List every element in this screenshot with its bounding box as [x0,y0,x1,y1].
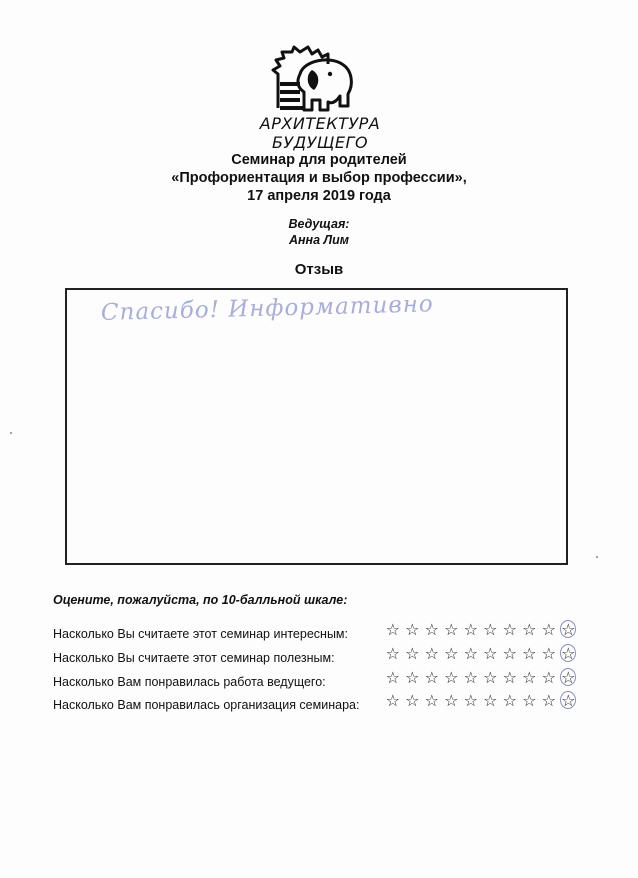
star-outline-icon[interactable]: ☆ [424,691,439,710]
star-outline-icon[interactable]: ☆ [444,620,459,639]
star-outline-icon[interactable]: ☆ [424,620,439,639]
star-outline-icon[interactable]: ☆ [522,691,537,710]
star-outline-icon[interactable]: ☆ [483,668,498,687]
star-outline-icon[interactable]: ☆ [385,644,400,663]
review-heading: Отзыв [294,261,344,278]
star-outline-icon[interactable]: ☆ [463,668,478,687]
company-logo [220,44,420,152]
star-outline-icon[interactable]: ☆ [385,691,400,710]
star-outline-icon[interactable]: ☆ [559,645,579,663]
rating-instructions: Оцените, пожалуйста, по 10-балльной шкале: [53,593,348,607]
handwritten-review: Спасибо! Информативно [100,291,435,326]
host-name: Анна Лим [288,233,350,247]
star-rating-interesting[interactable] [383,621,578,639]
star-rating-organization[interactable] [383,692,578,710]
question-host-work: Насколько Вам понравилась работа ведущего: [53,675,326,689]
scan-speck [596,556,598,558]
star-outline-icon[interactable]: ☆ [385,668,400,687]
star-outline-icon[interactable]: ☆ [502,644,517,663]
star-outline-icon[interactable]: ☆ [385,620,400,639]
star-outline-icon[interactable]: ☆ [559,621,579,639]
star-outline-icon[interactable]: ☆ [463,691,478,710]
star-outline-icon[interactable]: ☆ [483,620,498,639]
seminar-topic: «Профориентация и выбор профессии», [171,170,467,186]
star-outline-icon[interactable]: ☆ [541,691,556,710]
question-organization: Насколько Вам понравилась организация семинара: [53,698,360,712]
host-label: Ведущая: [288,217,350,231]
star-outline-icon[interactable]: ☆ [559,692,579,710]
star-outline-icon[interactable]: ☆ [463,644,478,663]
logo-wordmark: АРХИТЕКТУРА БУДУЩЕГО [259,114,381,152]
star-outline-icon[interactable]: ☆ [502,668,517,687]
star-outline-icon[interactable]: ☆ [444,644,459,663]
question-interesting: Насколько Вы считаете этот семинар интересным: [53,627,348,641]
star-rating-host-work[interactable] [383,669,578,687]
star-outline-icon[interactable]: ☆ [483,691,498,710]
star-outline-icon[interactable]: ☆ [483,644,498,663]
star-outline-icon[interactable]: ☆ [559,669,579,687]
star-outline-icon[interactable]: ☆ [444,668,459,687]
star-outline-icon[interactable]: ☆ [405,644,420,663]
star-rating-useful[interactable] [383,645,578,663]
star-outline-icon[interactable]: ☆ [502,620,517,639]
star-outline-icon[interactable]: ☆ [463,620,478,639]
star-outline-icon[interactable]: ☆ [522,668,537,687]
scan-speck [10,432,12,434]
star-outline-icon[interactable]: ☆ [522,620,537,639]
seminar-date: 17 апреля 2019 года [247,188,391,204]
seminar-title: Семинар для родителей [231,152,407,168]
star-outline-icon[interactable]: ☆ [522,644,537,663]
star-outline-icon[interactable]: ☆ [405,668,420,687]
question-useful: Насколько Вы считаете этот семинар полезным: [53,651,335,665]
star-outline-icon[interactable]: ☆ [405,620,420,639]
star-outline-icon[interactable]: ☆ [405,691,420,710]
star-outline-icon[interactable]: ☆ [424,644,439,663]
star-outline-icon[interactable]: ☆ [424,668,439,687]
star-outline-icon[interactable]: ☆ [444,691,459,710]
star-outline-icon[interactable]: ☆ [502,691,517,710]
review-text-area[interactable] [65,288,568,565]
elephant-castle-logo-icon [220,44,420,114]
star-outline-icon[interactable]: ☆ [541,620,556,639]
star-outline-icon[interactable]: ☆ [541,644,556,663]
star-outline-icon[interactable]: ☆ [541,668,556,687]
